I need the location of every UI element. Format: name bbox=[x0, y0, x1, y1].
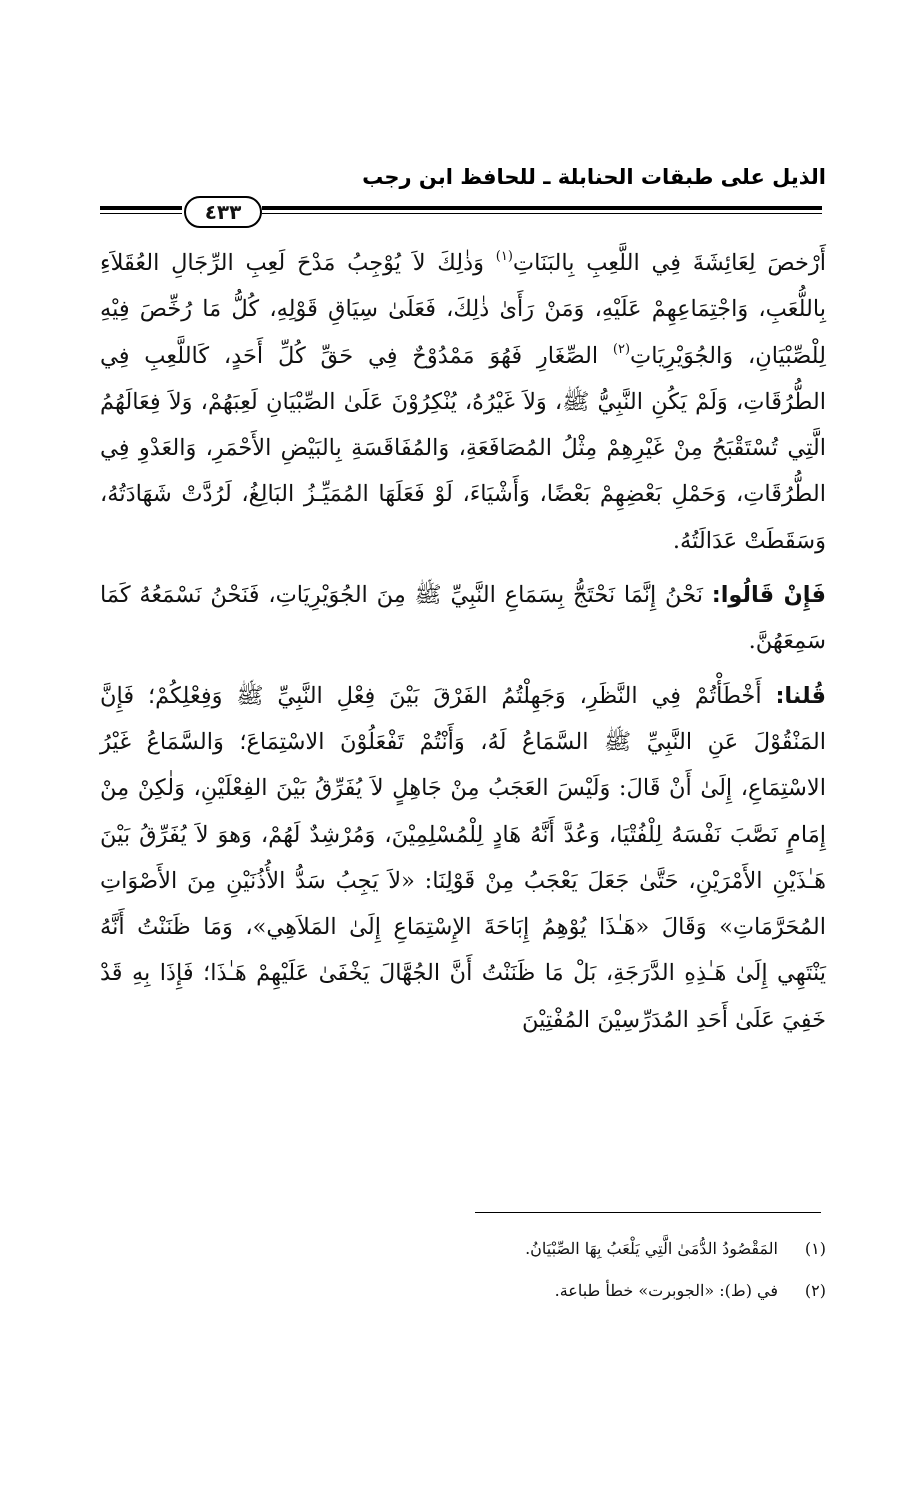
paragraph-3-lead: قُلنا: bbox=[775, 682, 826, 709]
footnote-2-number: (٢) bbox=[804, 1281, 826, 1300]
paragraph-2-text: نَحْنُ إِنَّمَا نَحْتَجُّ بِسَمَاعِ النَّبِيِّ ﷺ مِنَ الجُوَيْرِيَاتِ، فَنَحْنُ نَسْمَعُهُ كَمَا سَمِعَهُنَّ. bbox=[100, 582, 826, 655]
paragraph-3-text: أَخْطَأْتُمْ فِي النَّظَرِ، وَجَهِلْتُمُ الفَرْقَ بَيْنَ فِعْلِ النَّبِيِّ ﷺ وَفِعْلِكُمْ؛ فَإِنَّ المَنْقُوْلَ عَنِ النَّبِيِّ ﷺ السَّمَاعُ لَهُ، وَأَنْتُمْ تَفْعَلُوْنَ الاسْتِمَاعَ؛ وَالسَّمَاعُ غَيْرُ الاسْتِمَاعِ، إِلَىٰ أَنْ قَالَ: وَلَيْسَ العَجَبُ مِنْ جَاهِلٍ لاَ يُفَرِّقُ بَيْنَ الفِعْلَيْنِ، وَلٰكِنْ مِنْ إِمَامٍ نَصَّبَ نَفْسَهُ لِلْفُتْيَا، وَعُدَّ أَنَّهُ هَادٍ لِلْمُسْلِمِيْنَ، وَمُرْشِدٌ لَهُمْ، وَهوَ لاَ يُفَرِّقُ بَيْنَ هَـٰذَيْنِ الأَمْرَيْنِ، حَتَّىٰ جَعَلَ يَعْجَبُ مِنْ قَوْلِنَا: «لاَ يَجِبُ سَدُّ الأُذُنَيْنِ مِنَ الأَصْوَاتِ المُحَرَّمَاتِ» وَقَالَ «هَـٰذَا يُوْهِمُ إِبَاحَةَ الإِسْتِمَاعِ إِلَىٰ المَلاَهِي»، وَمَا ظَنَنْتُ أَنَّهُ يَنْتَهِي إِلَىٰ هَـٰذِهِ الدَّرَجَةِ، بَلْ مَا ظَنَنْتُ أَنَّ الجُهَّالَ يَخْفَىٰ عَلَيْهِمْ هَـٰذَا؛ فَإِذَا بِهِ قَدْ خَفِيَ عَلَىٰ أَحَدِ المُدَرِّسِيْنَ المُفْتِيْنَ bbox=[100, 682, 826, 1033]
footnote-1-number: (١) bbox=[804, 1239, 826, 1258]
header-rule-right bbox=[262, 206, 822, 214]
footnote-separator bbox=[475, 1212, 821, 1213]
running-header-title: الذيل على طبقات الحنابلة ـ للحافظ ابن رجب bbox=[362, 165, 826, 189]
paragraph-1-part-b: وَذٰلِكَ لاَ يُوْجِبُ مَدْحَ لَعِبِ الرِّجَالِ العُقَلاَءِ بِاللُّعَبِ، وَاجْتِمَاعِهِمْ عَلَيْهِ، وَمَنْ رَأَىٰ ذٰلِكَ، فَعَلَىٰ سِيَاقِ قَوْلِهِ، كُلُّ مَا رُخِّصَ فِيْهِ لِلْصِّبْيَانِ، وَالجُوَيْرِيَاتِ bbox=[100, 250, 826, 369]
footnote-2-text: في (ط): «الجوبرت» خطأ طباعة. bbox=[554, 1281, 778, 1300]
footnote-1 bbox=[266, 1228, 826, 1270]
footnote-2 bbox=[266, 1270, 826, 1312]
paragraph-1-part-a: أَرْخصَ لِعَائِشَةَ فِي اللَّعِبِ بِالبَنَاتِ bbox=[512, 250, 826, 276]
paragraph-2-lead: فَإِنْ قَالُوا: bbox=[711, 582, 826, 609]
footnote-1-text: المَقْصُودُ الدُّمَىٰ الَّتِي يَلْعَبُ بِهَا الصِّبْيَانُ. bbox=[525, 1239, 778, 1258]
header-rule-left bbox=[100, 206, 182, 214]
footnote-ref-1: (١) bbox=[495, 249, 513, 264]
page-number-badge: ٤٣٣ bbox=[184, 196, 262, 228]
footnote-ref-2: (٢) bbox=[612, 341, 631, 357]
paragraph-2 bbox=[100, 572, 826, 665]
main-text bbox=[100, 240, 826, 1043]
paragraph-1 bbox=[100, 240, 826, 564]
paragraph-1-part-c: الصِّغَارِ فَهُوَ مَمْدُوْحٌ فِي حَقِّ كُلِّ أَحَدٍ، كَاللَّعِبِ فِي الطُّرُقَاتِ، وَلَمْ يَكُنِ النَّبِيُّ ﷺ، وَلاَ غَيْرُهُ، يُنْكِرُوْنَ عَلَىٰ الصِّبْيَانِ لَعِبَهُمْ، وَلاَ فِعَالَهُمُ الَّتِي تُسْتَقْبَحُ مِنْ غَيْرِهِمْ مِثْلُ المُصَافَعَةِ، وَالمُفَاقَسَةِ بِالبَيْضِ الأَحْمَرِ، وَالعَدْوِ فِي الطُّرُقَاتِ، وَحَمْلِ بَعْضِهِمْ بَعْضًا، وَأَشْيَاءَ، لَوْ فَعَلَهَا المُمَيِّـزُ البَالِغُ، لَرُدَّتْ شَهَادَتُهُ، وَسَقَطَتْ عَدَالَتُهُ. bbox=[100, 342, 826, 554]
footnotes bbox=[266, 1228, 826, 1312]
paragraph-3 bbox=[100, 673, 826, 1043]
